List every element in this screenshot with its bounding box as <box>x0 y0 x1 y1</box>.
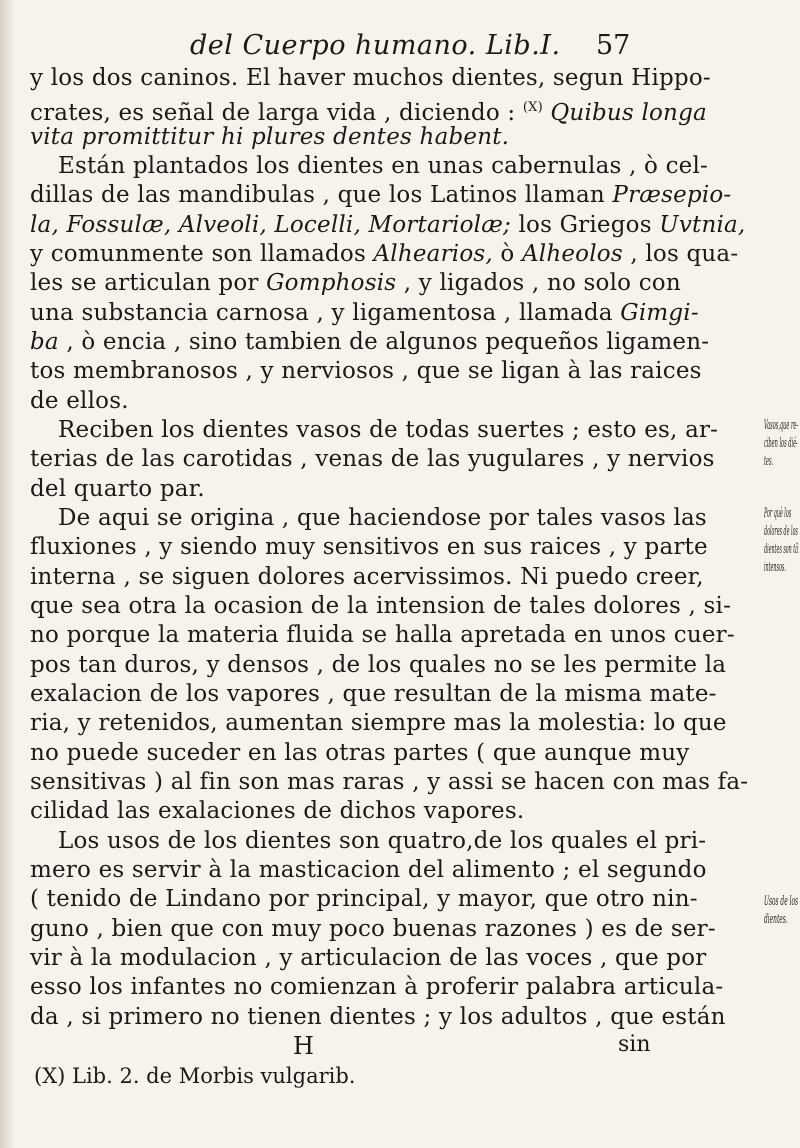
page-number: 57 <box>596 30 631 61</box>
text-line: ( tenido de Lindano por principal, y mayor, que otro nin- <box>30 886 698 912</box>
text-line: Los usos de los dientes son quatro,de los quales el pri- <box>58 828 707 854</box>
text-line: que sea otra la ocasion de la intension de tales dolores , si- <box>30 593 732 619</box>
footnote: (X) Lib. 2. de Morbis vulgarib. <box>34 1064 356 1088</box>
margin-notes <box>764 0 800 1148</box>
text-line: vir à la modulacion , y articulacion de las voces , que por <box>30 945 707 971</box>
text-line: la, Fossulæ, Alveoli, Locelli, Mortariolæ; los Griegos Uvtnia, <box>30 212 746 238</box>
page-spine-shadow <box>0 0 14 1148</box>
text-line: De aqui se origina , que haciendose por tales vasos las <box>58 505 707 531</box>
text-line: Están plantados los dientes en unas cabernulas , ò cel- <box>58 153 709 179</box>
text-line: no puede suceder en las otras partes ( que aunque muy <box>30 740 690 766</box>
text-line: del quarto par. <box>30 476 205 502</box>
text-line: cilidad las exalaciones de dichos vapores. <box>30 798 525 824</box>
text-line: de ellos. <box>30 388 129 414</box>
text-line: y comunmente son llamados Alhearios, ò Alheolos , los qua- <box>30 241 739 267</box>
catchword: sin <box>618 1032 651 1057</box>
margin-note-vasos: Vasos,que re- ciben los dié- tes. <box>764 418 799 469</box>
text-line: tos membranosos , y nerviosos , que se ligan à las raices <box>30 358 702 384</box>
text-line: les se articulan por Gomphosis , y ligados , no solo con <box>30 270 681 296</box>
text-line: no porque la materia fluida se halla apretada en unos cuer- <box>30 622 735 648</box>
text-line: Reciben los dientes vasos de todas suertes ; esto es, ar- <box>58 417 719 443</box>
text-line: vita promittitur hi plures dentes habent. <box>30 124 510 150</box>
signature-mark: H <box>293 1032 314 1060</box>
text-line: ria, y retenidos, aumentan siempre mas la molestia: lo que <box>30 710 727 736</box>
text-line: mero es servir à la masticacion del alimento ; el segundo <box>30 857 707 883</box>
text-line: crates, es señal de larga vida , diciendo : $^{(X)}$ Quibus longa <box>30 100 707 126</box>
footnote-marker: (X) <box>522 100 543 115</box>
margin-note-usos: Usos de los dientes. <box>764 894 799 927</box>
text-line: una substancia carnosa , y ligamentosa , llamada Gimgi- <box>30 300 699 326</box>
text-line: interna , se siguen dolores acervissimos. Ni puedo creer, <box>30 564 704 590</box>
text-line: exalacion de los vapores , que resultan de la misma mate- <box>30 681 717 707</box>
text-line: sensitivas ) al fin son mas raras , y assi se hacen con mas fa- <box>30 769 749 795</box>
text-line: guno , bien que con muy poco buenas razones ) es de ser- <box>30 916 716 942</box>
margin-note-dolores: Por què los dolores de los dientes son tã intensos. <box>764 506 799 575</box>
text-line: fluxiones , y siendo muy sensitivos en sus raices , y parte <box>30 534 708 560</box>
text-line: y los dos caninos. El haver muchos dientes, segun Hippo- <box>30 65 711 91</box>
signature-line <box>30 1032 756 1062</box>
page-header <box>0 30 800 64</box>
text-line: pos tan duros, y densos , de los quales no se les permite la <box>30 652 727 678</box>
text-line: terias de las carotidas , venas de las yugulares , y nervios <box>30 446 715 472</box>
text-line: da , si primero no tienen dientes ; y los adultos , que están <box>30 1004 726 1030</box>
text-line: esso los infantes no comienzan à proferir palabra articula- <box>30 974 724 1000</box>
text-line: ba , ò encia , sino tambien de algunos pequeños ligamen- <box>30 329 710 355</box>
text-line: dillas de las mandibulas , que los Latinos llaman Præsepio- <box>30 182 732 208</box>
running-title: del Cuerpo humano. Lib.I. <box>190 30 561 61</box>
